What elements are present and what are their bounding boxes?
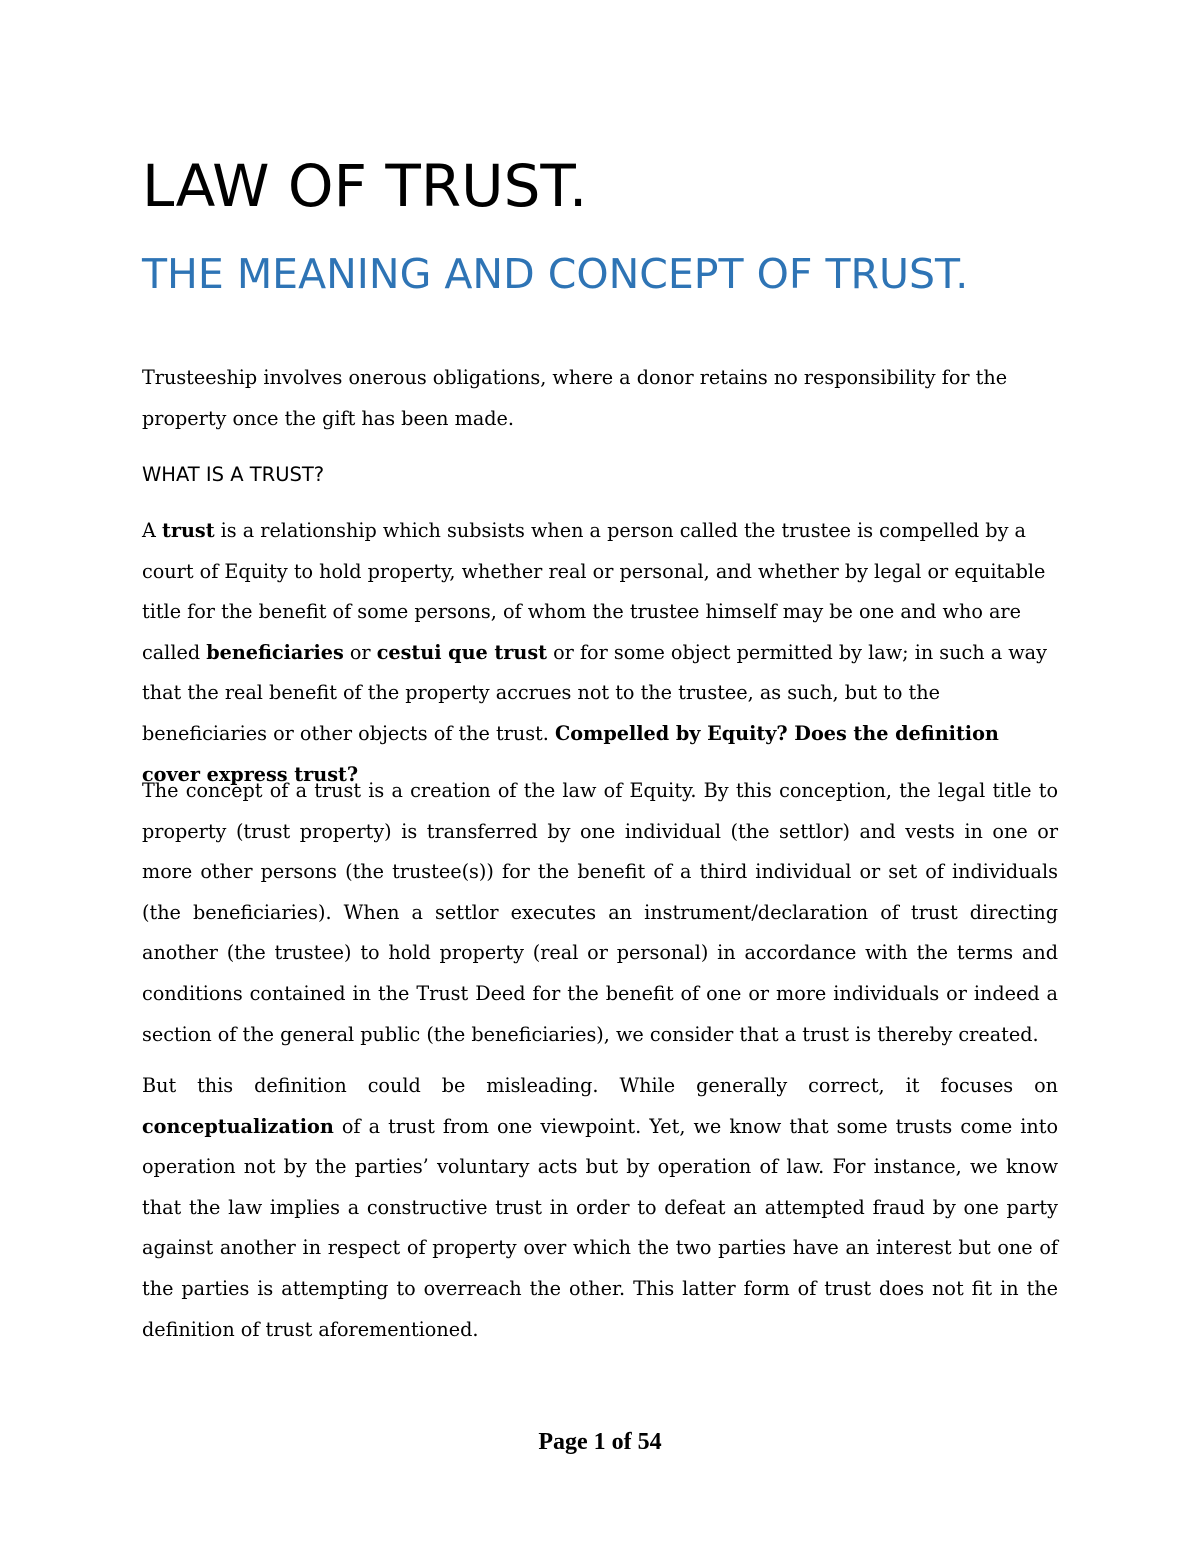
definition-term-cestui: cestui que trust [376, 640, 548, 664]
misleading-text-2: of a trust from one viewpoint. Yet, we know that some trusts come into operation not by the parties’ voluntary acts but by operation of law. For instance, we know that the law implies a constructive trust in order to defeat an attempted fraud by one party against another in respect of property over which the two parties have an interest but one of the parties is attempting to overreach the other. This latter form of trust does not fit in the definition of trust aforementioned. [142, 1114, 1058, 1341]
definition-term-beneficiaries: beneficiaries [206, 640, 344, 664]
definition-text-1: A [142, 519, 162, 542]
misleading-text-1: But this definition could be misleading. While generally correct, it focuses on [142, 1074, 1058, 1097]
document-subtitle: THE MEANING AND CONCEPT OF TRUST. [142, 250, 969, 298]
definition-text-4: or for some object permitted by law; in such a way that the real benefit of the property accrues not to the trustee, as such, but to the beneficiaries or other objects of the trust. [142, 640, 1047, 745]
intro-paragraph: Trusteeship involves onerous obligations, where a donor retains no responsibility for the property once the gift has been made. [142, 366, 1008, 430]
definition-term-trust: trust [161, 519, 215, 542]
definition-paragraph [142, 511, 1058, 795]
document-title: LAW OF TRUST. [142, 152, 588, 220]
definition-text-3: or [343, 640, 377, 664]
definition-question: Compelled by Equity? Does the definition cover express trust? [142, 721, 999, 786]
concept-paragraph: The concept of a trust is a creation of the law of Equity. By this conception, the legal title to property (trust property) is transferred by one individual (the settlor) and vests in one or more other persons (the trustee(s)) for the benefit of a third individual or set of individuals (the beneficiaries). When a settlor executes an instrument/declaration of trust directing another (the trustee) to hold property (real or personal) in accordance with the terms and conditions contained in the Trust Deed for the benefit of one or more individuals or indeed a section of the general public (the beneficiaries), we consider that a trust is thereby created. [142, 779, 1058, 1046]
page-number-footer: Page 1 of 54 [538, 1429, 662, 1455]
misleading-paragraph [142, 1066, 1058, 1350]
section-heading: WHAT IS A TRUST? [142, 463, 325, 486]
misleading-term-conceptualization: conceptualization [142, 1114, 334, 1138]
definition-text-2: is a relationship which subsists when a person called the trustee is compelled by a court of Equity to hold property, whether real or personal, and whether by legal or equitable title for the benefit of some persons, of whom the trustee himself may be one and who are called [142, 519, 1046, 664]
